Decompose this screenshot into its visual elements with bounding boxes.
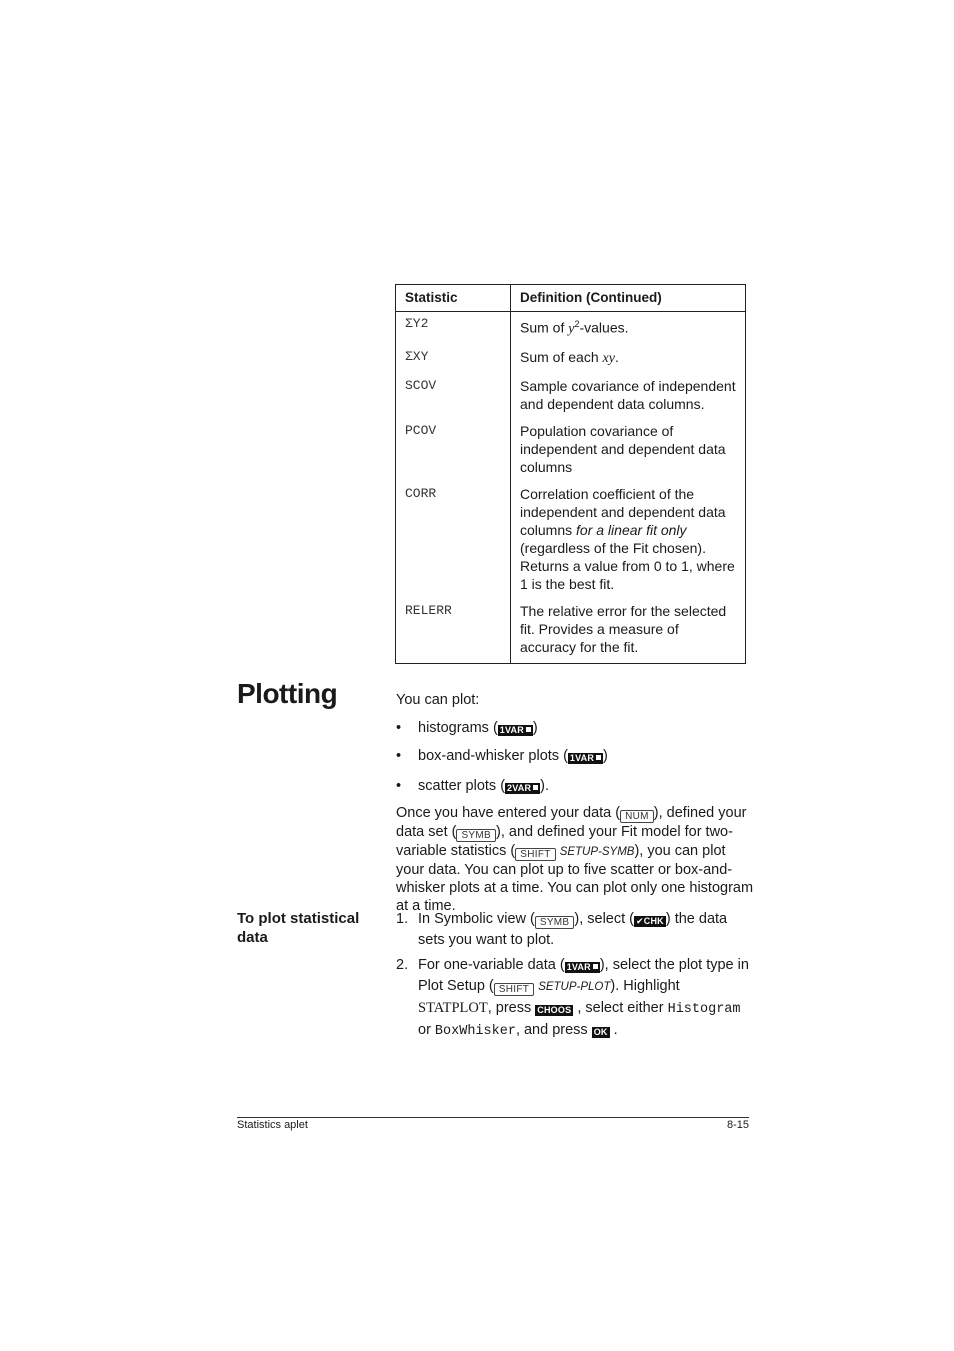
statistic-definition: Sample covariance of independent and dependent data columns. (511, 377, 746, 422)
shift-key-icon: SHIFT (515, 848, 555, 861)
list-item: 2. For one-variable data ( 1VAR ), select the plot type in Plot Setup ( SHIFT SETUP-PLOT). Highlight STATPLOT, press CHOOS , select either Histogram or BoxWhisker, and press OK . (396, 957, 749, 1039)
symb-key-icon: SYMB (535, 916, 575, 929)
symb-key-icon: SYMB (456, 829, 496, 842)
statistic-name: SCOV (396, 377, 511, 422)
table-row (396, 312, 746, 348)
statistic-name: ΣY2 (396, 312, 511, 348)
subsection-heading: To plot statistical data (237, 910, 360, 946)
statistic-name: PCOV (396, 422, 511, 485)
ok-softkey-icon: OK (593, 1027, 608, 1037)
column-header-statistic: Statistic (396, 285, 511, 312)
shift-key-icon: SHIFT (494, 983, 534, 996)
footer-divider (237, 1117, 749, 1118)
num-key-icon: NUM (620, 810, 654, 823)
list-item: 1. In Symbolic view ( SYMB ), select ( ✔CHK ) the data sets you want to plot. (396, 911, 728, 948)
section-heading: Plotting (237, 678, 338, 709)
statistic-name: RELERR (396, 602, 511, 664)
list-item: • box-and-whisker plots ( 1VAR ) (396, 747, 608, 765)
2var-softkey-icon: 2VAR (505, 783, 540, 794)
intro-text: You can plot: (396, 692, 480, 708)
statistic-definition: The relative error for the selected fit. Provides a measure of accuracy for the fit. (511, 602, 746, 664)
check-softkey-icon: ✔CHK (636, 916, 664, 926)
table-row (396, 485, 746, 602)
plotting-paragraph: Once you have entered your data ( NUM ), defined your data set ( SYMB ), and defined your Fit model for two-variable statistics ( SHIFT SETUP-SYMB), you can plot your data. You can plot up to five scatter or box-and-whisker plots at a time. You can plot only one histogram at a time. (396, 805, 754, 914)
1var-softkey-icon: 1VAR (565, 962, 600, 973)
1var-softkey-icon: 1VAR (568, 753, 603, 764)
table-row (396, 348, 746, 377)
column-header-definition: Definition (Continued) (511, 285, 746, 312)
1var-softkey-icon: 1VAR (498, 725, 533, 736)
table-row (396, 602, 746, 664)
statistic-name: ΣXY (396, 348, 511, 377)
list-item: • scatter plots ( 2VAR ). (396, 777, 608, 795)
choose-softkey-icon: CHOOS (537, 1005, 572, 1015)
statistic-name: CORR (396, 485, 511, 602)
table-row (396, 377, 746, 422)
page-number: 8-15 (726, 1119, 749, 1131)
statistic-definition: Correlation coefficient of the independent and dependent data columns for a linear fit only (regardless of the Fit chosen). Returns a value from 0 to 1, where 1 is the best fit. (511, 485, 746, 602)
footer-chapter: Statistics aplet (237, 1119, 308, 1131)
table-row (396, 422, 746, 485)
steps-list (396, 909, 756, 1042)
plot-type-list (396, 719, 608, 795)
statistics-definition-table (395, 284, 746, 664)
list-item: • histograms ( 1VAR ) (396, 719, 608, 737)
statistic-definition: Sum of each xy. (511, 348, 746, 377)
statistic-definition: Population covariance of independent and dependent data columns (511, 422, 746, 485)
statistic-definition: Sum of $y^2$-values. (511, 312, 746, 348)
